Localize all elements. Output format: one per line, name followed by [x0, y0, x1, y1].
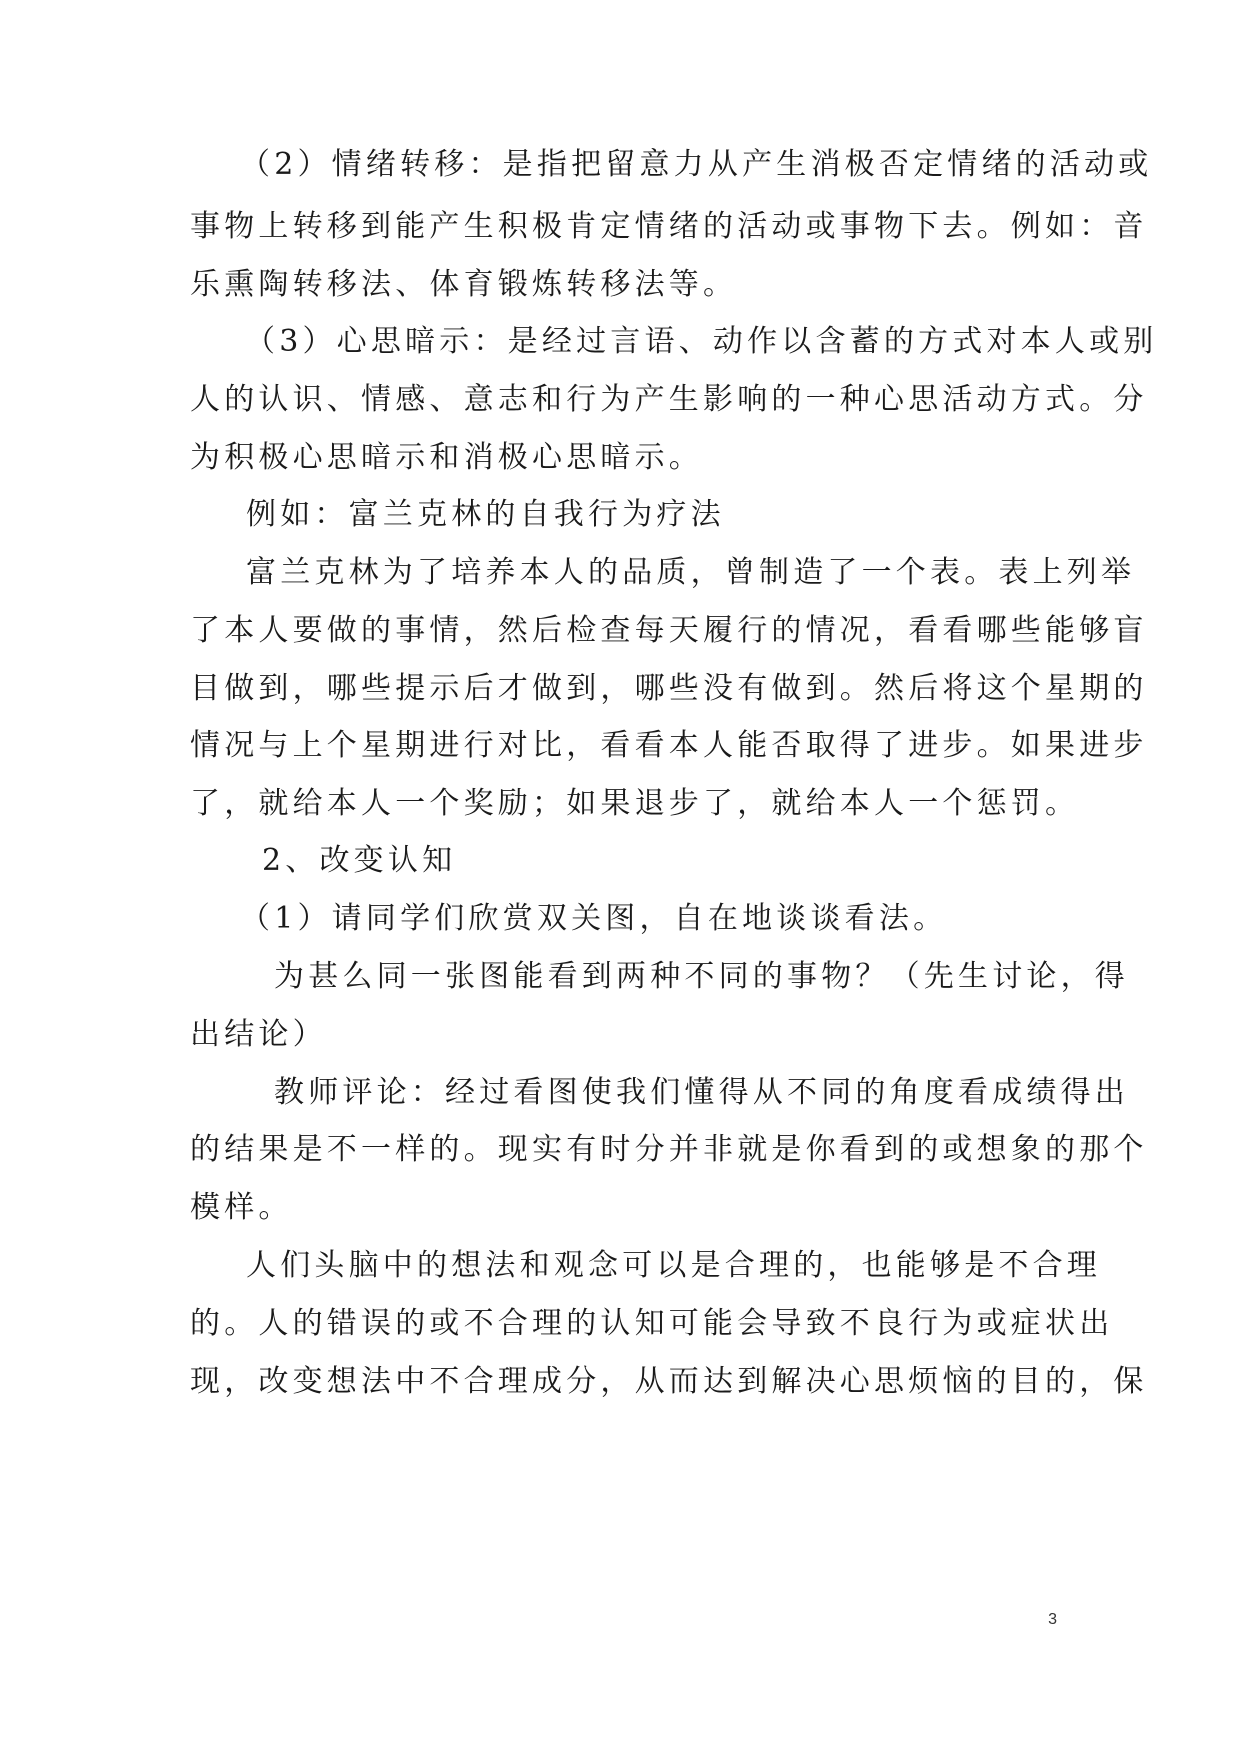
page-number: 3: [1048, 1611, 1057, 1628]
text-line-1: （2）情绪转移：是指把留意力从产生消极否定情绪的活动或: [240, 147, 1153, 182]
text-line-14: （1）请同学们欣赏双关图，自在地谈谈看法。: [240, 901, 948, 936]
section-heading: 2、改变认知: [262, 843, 457, 878]
text-line-7: 例如：富兰克林的自我行为疗法: [246, 497, 725, 532]
text-line-4: （3）心思暗示：是经过言语、动作以含蓄的方式对本人或别: [245, 324, 1158, 359]
text-line-15: 为甚么同一张图能看到两种不同的事物？（先生讨论，得: [274, 959, 1129, 994]
text-line-12: 了，就给本人一个奖励；如果退步了，就给本人一个惩罚。: [190, 786, 1080, 821]
text-line-17: 教师评论：经过看图使我们懂得从不同的角度看成绩得出: [274, 1075, 1129, 1110]
text-line-10: 目做到，哪些提示后才做到，哪些没有做到。然后将这个星期的: [190, 671, 1148, 706]
text-line-8: 富兰克林为了培养本人的品质，曾制造了一个表。表上列举: [246, 555, 1136, 590]
text-line-11: 情况与上个星期进行对比，看看本人能否取得了进步。如果进步: [190, 728, 1148, 763]
text-line-6: 为积极心思暗示和消极心思暗示。: [190, 440, 703, 475]
text-line-19: 模样。: [190, 1190, 293, 1225]
text-line-16: 出结论）: [190, 1017, 327, 1052]
text-line-5: 人的认识、情感、意志和行为产生影响的一种心思活动方式。分: [190, 382, 1148, 417]
text-line-21: 的。人的错误的或不合理的认知可能会导致不良行为或症状出: [190, 1306, 1114, 1341]
text-line-20: 人们头脑中的想法和观念可以是合理的，也能够是不合理: [246, 1248, 1101, 1283]
text-line-18: 的结果是不一样的。现实有时分并非就是你看到的或想象的那个: [190, 1132, 1148, 1167]
text-line-22: 现，改变想法中不合理成分，从而达到解决心思烦恼的目的，保: [190, 1364, 1148, 1399]
text-line-9: 了本人要做的事情，然后检查每天履行的情况，看看哪些能够盲: [190, 613, 1148, 648]
text-line-3: 乐熏陶转移法、体育锻炼转移法等。: [190, 267, 738, 302]
text-line-2: 事物上转移到能产生积极肯定情绪的活动或事物下去。例如：音: [190, 209, 1148, 244]
